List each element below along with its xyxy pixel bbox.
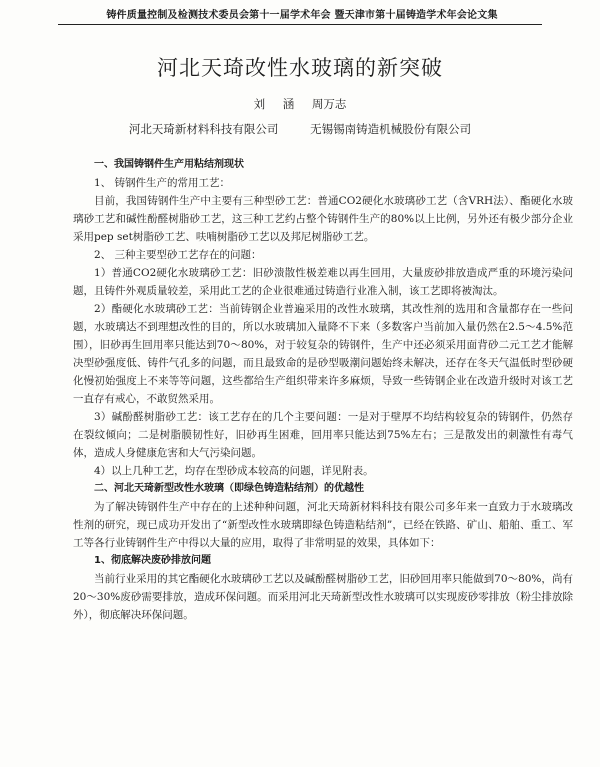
section-heading-2: 二、河北天琦新型改性水玻璃（即绿色铸造粘结剂）的优越性 — [94, 483, 364, 494]
author-2: 周万志 — [311, 97, 347, 111]
paragraph: 目前，我国铸钢件生产中主要有三种型砂工艺：普通CO2硬化水玻璃砂工艺（含VRH法）、酯硬化水玻璃砂工艺和碱性酚醛树脂砂工艺，这三种工艺约占整个铸钢件生产的80%以上比例，另外还有极少部分企业采用pep set树脂砂工艺、呋喃树脂砂工艺以及邦尼树脂砂工艺。 — [73, 195, 573, 243]
paragraph: 2、 三种主要型砂工艺存在的问题： — [94, 249, 262, 261]
affiliations — [0, 121, 600, 137]
affiliation-1: 河北天琦新材料科技有限公司 — [128, 122, 279, 136]
section-heading-1: 一、我国铸钢件生产用粘结剂现状 — [94, 159, 244, 170]
affiliation-2: 无锡锡南铸造机械股份有限公司 — [310, 122, 472, 136]
paragraph: 当前行业采用的其它酯硬化水玻璃砂工艺以及碱酚醛树脂砂工艺，旧砂回用率只能做到70～80%，尚有20～30%废砂需要排放，造成环保问题。而采用河北天琦新型改性水玻璃可以实现废砂零排放（粉尘排放除外），彻底解决环保问题。 — [73, 573, 573, 621]
header-rule — [58, 24, 542, 25]
paragraph: 4）以上几种工艺，均存在型砂成本较高的问题，详见附表。 — [94, 465, 374, 477]
paper-title: 河北天琦改性水玻璃的新突破 — [157, 56, 443, 80]
paragraph: 为了解决铸钢件生产中存在的上述种种问题，河北天琦新材料科技有限公司多年来一直致力于水玻璃改性剂的研究，现已成功开发出了“新型改性水玻璃即绿色铸造粘结剂”，已经在铁路、矿山、船舶、重工、军工等各行业铸钢件生产中得以大量的应用，取得了非常明显的效果，具体如下： — [73, 501, 573, 549]
paragraph: 1）普通CO2硬化水玻璃砂工艺：旧砂溃散性极差难以再生回用，大量废砂排放造成严重的环境污染问题，且铸件外观质量较差，采用此工艺的企业很难通过铸造行业准入制，该工艺即将被淘汰。 — [73, 267, 573, 297]
paragraph: 3）碱酚醛树脂砂工艺：该工艺存在的几个主要问题：一是对于壁厚不均结构较复杂的铸钢件，仍然存在裂纹倾向；二是树脂膜韧性好，旧砂再生困难，回用率只能达到75%左右；三是散发出的刺激性有毒气体，造成人身健康危害和大气污染问题。 — [73, 411, 573, 459]
paragraph: 1、 铸钢件生产的常用工艺： — [94, 177, 231, 189]
paragraph: 2）酯硬化水玻璃砂工艺：当前铸钢企业普遍采用的改性水玻璃，其改性剂的选用和含量都存在一些问题，水玻璃达不到理想改性的目的，所以水玻璃加入量降不下来（多数客户当前加入量仍然在2.5～4.5%范围），旧砂再生回用率只能达到70～80%，对于较复杂的铸钢件，生产中还必须采用面背砂二元工艺才能解决型砂强度低、铸件气孔多的问题，而且最致命的是砂型吸潮问题始终未解决，还存在冬天气温低时型砂硬化慢初始强度上不来等等问题，这些都给生产组织带来许多麻烦，导致一些铸钢企业在改造升级时对该工艺一直存有戒心，不敢贸然采用。 — [73, 303, 573, 405]
paper-body — [73, 156, 573, 624]
subsection-heading: 1、彻底解决废砂排放问题 — [94, 555, 211, 566]
running-header: 铸件质量控制及检测技术委员会第十一届学术年会 暨天津市第十届铸造学术年会论文集 — [106, 10, 498, 21]
authors — [0, 96, 600, 112]
author-1: 刘 涵 — [253, 97, 295, 111]
